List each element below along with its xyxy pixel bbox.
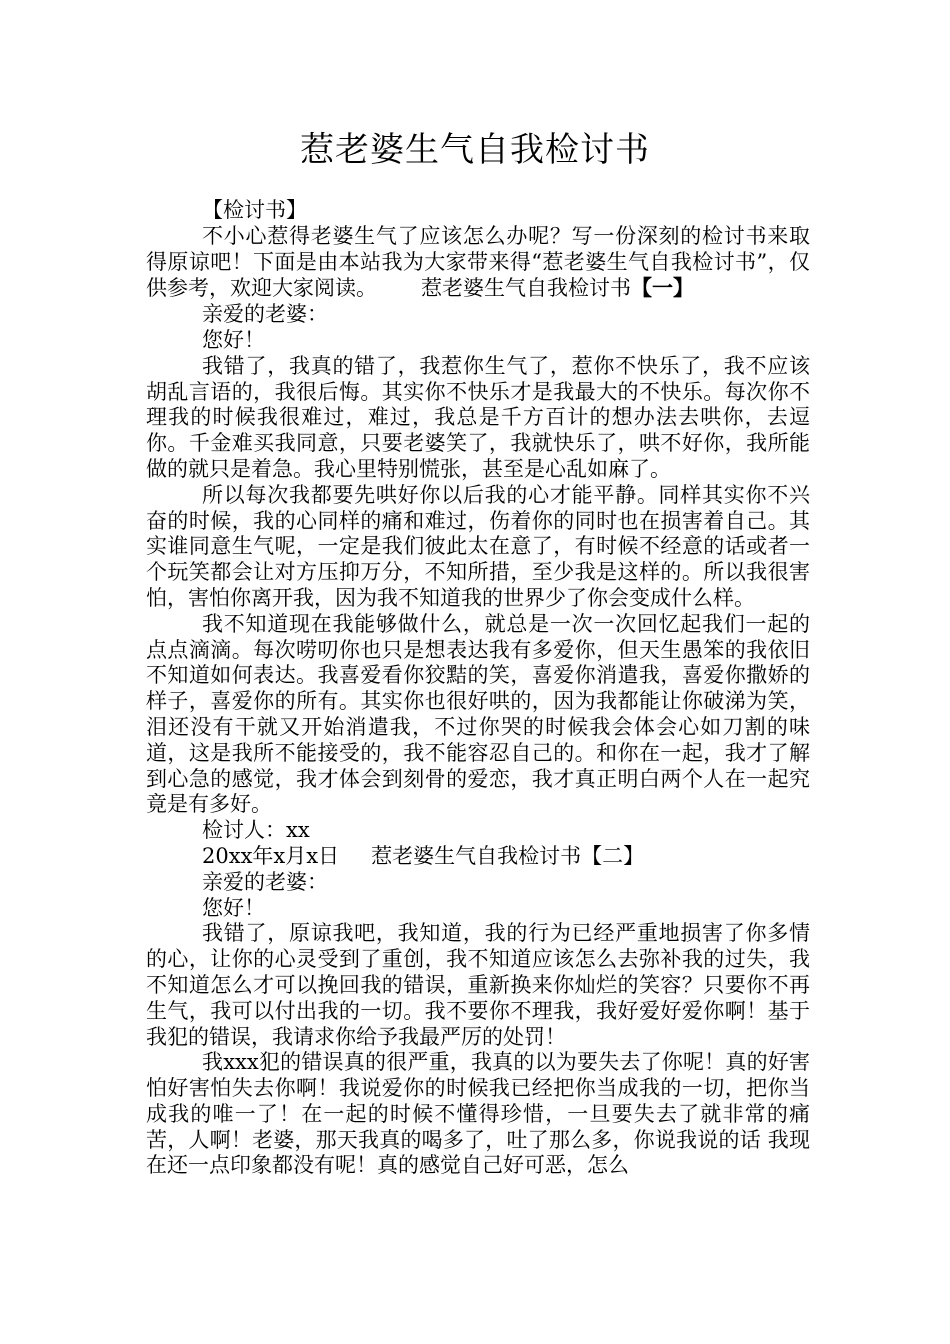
s1-greeting: 亲爱的老婆：: [202, 302, 328, 327]
s1-date-line: [146, 844, 810, 870]
document-title: 惹老婆生气自我检讨书: [300, 130, 650, 170]
doc-label: 【检讨书】: [202, 198, 307, 222]
s1-hello: 您好！: [202, 327, 265, 352]
section-1-title: 惹老婆生气自我检讨书: [421, 276, 631, 301]
document-body: [146, 198, 810, 1179]
s2-paragraph-2: 我xxx犯的错误真的很严重，我真的以为要失去了你呢！真的好害怕好害怕失去你啊！我说爱你的时候我已经把你当成我的一切，把你当成我的唯一了！在一起的时候不懂得珍惜，一旦要失去了就非常的痛苦，人啊！老婆，那天我真的喝多了，吐了那么多，你说我说的话 我现在还一点印象都没有呢！真的感觉自己好可恶，怎么: [146, 1050, 810, 1178]
s1-paragraph-1: 我错了，我真的错了，我惹你生气了，惹你不快乐了，我不应该胡乱言语的，我很后悔。其实你不快乐才是我最大的不快乐。每次你不理我的时候我很难过，难过，我总是千方百计的想办法去哄你，去逗你。千金难买我同意，只要老婆笑了，我就快乐了，哄不好你，我所能做的就只是着急。我心里特别慌张，甚至是心乱如麻了。: [146, 353, 810, 481]
s2-greeting: 亲爱的老婆：: [202, 869, 328, 894]
intro-paragraph: [146, 224, 810, 302]
section-1-number: 【一】: [631, 275, 694, 301]
s2-hello: 您好！: [202, 895, 265, 920]
s2-paragraph-1: 我错了，原谅我吧，我知道，我的行为已经严重地损害了你多情的心，让你的心灵受到了重创，我不知道应该怎么去弥补我的过失，我不知道怎么才可以挽回我的错误，重新换来你灿烂的笑容？只要你不再生气，我可以付出我的一切。我不要你不理我，我好爱好爱你啊！基于我犯的错误，我请求你给予我最严厉的处罚！: [146, 921, 810, 1049]
s1-paragraph-3: 我不知道现在我能够做什么，就总是一次一次回忆起我们一起的点点滴滴。每次唠叨你也只是想表达我有多爱你，但天生愚笨的我依旧不知道如何表达。我喜爱看你狡黠的笑，喜爱你消遣我，喜爱你撒娇的样子，喜爱你的所有。其实你也很好哄的，因为我都能让你破涕为笑，泪还没有干就又开始消遣我，不过你哭的时候我会体会心如刀割的味道，这是我所不能接受的，我不能容忍自己的。和你在一起，我才了解到心急的感觉，我才体会到刻骨的爱恋，我才真正明白两个人在一起究竟是有多好。: [146, 611, 810, 817]
s1-date: 20xx年x月x日: [202, 843, 340, 868]
s1-signer: 检讨人：xx: [202, 818, 310, 843]
section-2-title: 惹老婆生气自我检讨书【二】: [371, 843, 645, 868]
intro-text: 不小心惹得老婆生气了应该怎么办呢？写一份深刻的检讨书来取得原谅吧！下面是由本站我为大家带来得“惹老婆生气自我检讨书”，仅供参考，欢迎大家阅读。: [146, 223, 810, 301]
s1-paragraph-2: 所以每次我都要先哄好你以后我的心才能平静。同样其实你不兴奋的时候，我的心同样的痛和难过，伤着你的同时也在损害着自己。其实谁同意生气呢，一定是我们彼此太在意了，有时候不经意的话或者一个玩笑都会让对方压抑万分，不知所措，至少我是这样的。所以我很害怕，害怕你离开我，因为我不知道我的世界少了你会变成什么样。: [146, 482, 810, 610]
